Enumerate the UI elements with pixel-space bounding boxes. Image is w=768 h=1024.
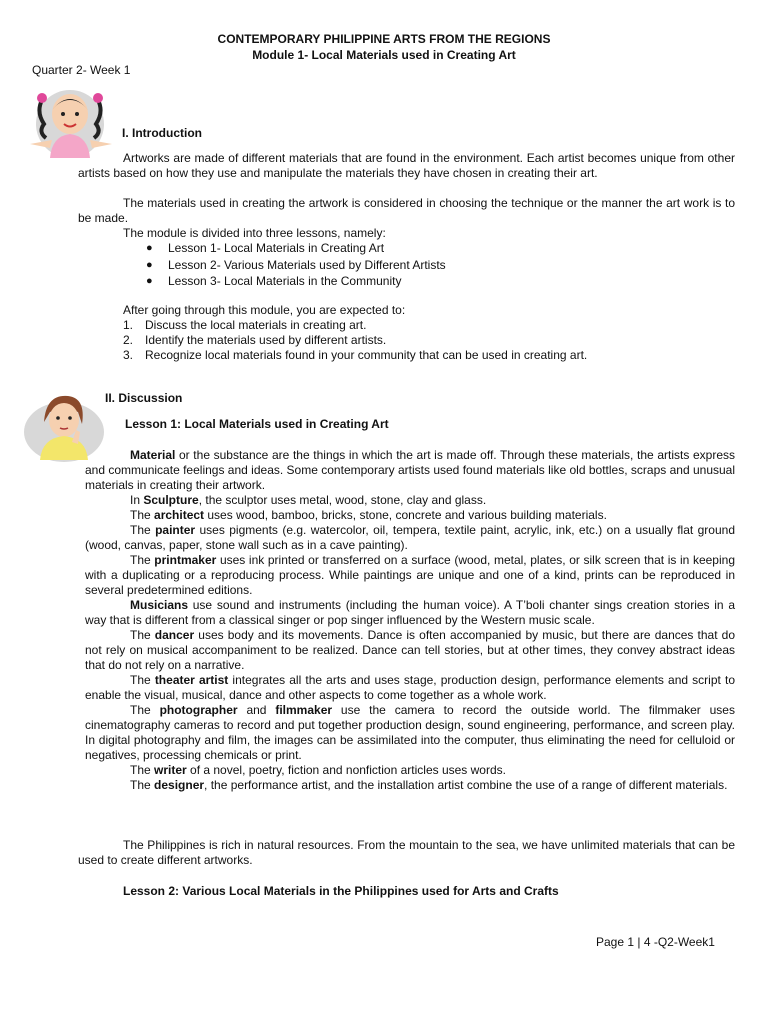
bullet-icon: ●: [146, 259, 153, 271]
discussion-heading: II. Discussion: [105, 391, 183, 405]
intro-paragraph-1: Artworks are made of different materials that are found in the environment. Each artist becomes unique from other artists based on how they use and manipulate the materials they have chosen in creating their art.: [78, 151, 735, 180]
intro-paragraph-2: The materials used in creating the artwork is considered in choosing the technique or the manner the art work is to be made.: [78, 196, 735, 225]
intro-paragraph-4: After going through this module, you are expected to:: [123, 303, 406, 317]
introduction-heading: I. Introduction: [122, 126, 202, 140]
quarter-label: Quarter 2- Week 1: [32, 63, 131, 77]
photographer-paragraph: The photographer and filmmaker use the camera to record the outside world. The filmmaker uses cinematography cameras to record and put together production design, sound engineering, performance, and screen play. In digital photography and film, the images can be assimilated into the computer, thus eliminating the need for celluloid or negatives, processing chemicals or print.: [85, 703, 735, 762]
module-subtitle: Module 1- Local Materials used in Creating Art: [252, 48, 516, 62]
writer-paragraph: The writer of a novel, poetry, fiction and nonfiction articles uses words.: [130, 763, 506, 777]
musicians-paragraph: Musicians use sound and instruments (including the human voice). A T’boli chanter sings creation stories in a way that is different from a classical singer or pop singer influenced by the Western music scale.: [85, 598, 735, 627]
architect-paragraph: The architect uses wood, bamboo, bricks, stone, concrete and various building materials.: [130, 508, 607, 522]
designer-paragraph: The designer, the performance artist, and the installation artist combine the use of a range of different materials.: [130, 778, 728, 792]
girl-illustration-icon: [28, 82, 114, 160]
document-title: CONTEMPORARY PHILIPPINE ARTS FROM THE REGIONS: [217, 32, 551, 46]
lesson-1-title: Lesson 1: Local Materials used in Creating Art: [125, 417, 389, 431]
intro-paragraph-3: The module is divided into three lessons, namely:: [123, 226, 386, 240]
printmaker-paragraph: The printmaker uses ink printed or transferred on a surface (wood, metal, plates, or silk screen that is in keeping with a duplicating or a reproducing process. While paintings are unique and one of a kind, prints can be reproduced in several predetermined editions.: [85, 553, 735, 597]
bullet-icon: ●: [146, 242, 153, 254]
lesson-2-title: Lesson 2: Various Local Materials in the Philippines used for Arts and Crafts: [123, 884, 559, 898]
lesson-1-body: [85, 448, 735, 793]
theater-artist-paragraph: The theater artist integrates all the arts and uses stage, production design, performance elements and script to enable the visual, musical, dance and other aspects to come together as a whole work.: [85, 673, 735, 702]
dancer-paragraph: The dancer uses body and its movements. Dance is often accompanied by music, but there are dances that do not rely on musical accompaniment to be realized. Dance can tell stories, but at other times, they convey abstract ideas that do not rely on a narrative.: [85, 628, 736, 672]
painter-paragraph: The painter uses pigments (e.g. watercolor, oil, tempera, textile paint, acrylic, ink, etc.) on a usually flat ground (wood, canvas, paper, stone wall such as in a cave painting).: [85, 523, 735, 552]
sculpture-paragraph: In Sculpture, the sculptor uses metal, wood, stone, clay and glass.: [130, 493, 487, 507]
material-paragraph: Material or the substance are the things in which the art is made off. Through these materials, the artists express and communicate feelings and ideas. Some contemporary artists used found materials like old bottles, scraps and unusual materials in creating their artwork.: [85, 448, 735, 492]
bullet-icon: ●: [146, 275, 153, 287]
closing-paragraph: The Philippines is rich in natural resources. From the mountain to the sea, we have unlimited materials that can be used to create different artworks.: [78, 838, 735, 867]
page-footer: Page 1 | 4 -Q2-Week1: [596, 935, 715, 949]
